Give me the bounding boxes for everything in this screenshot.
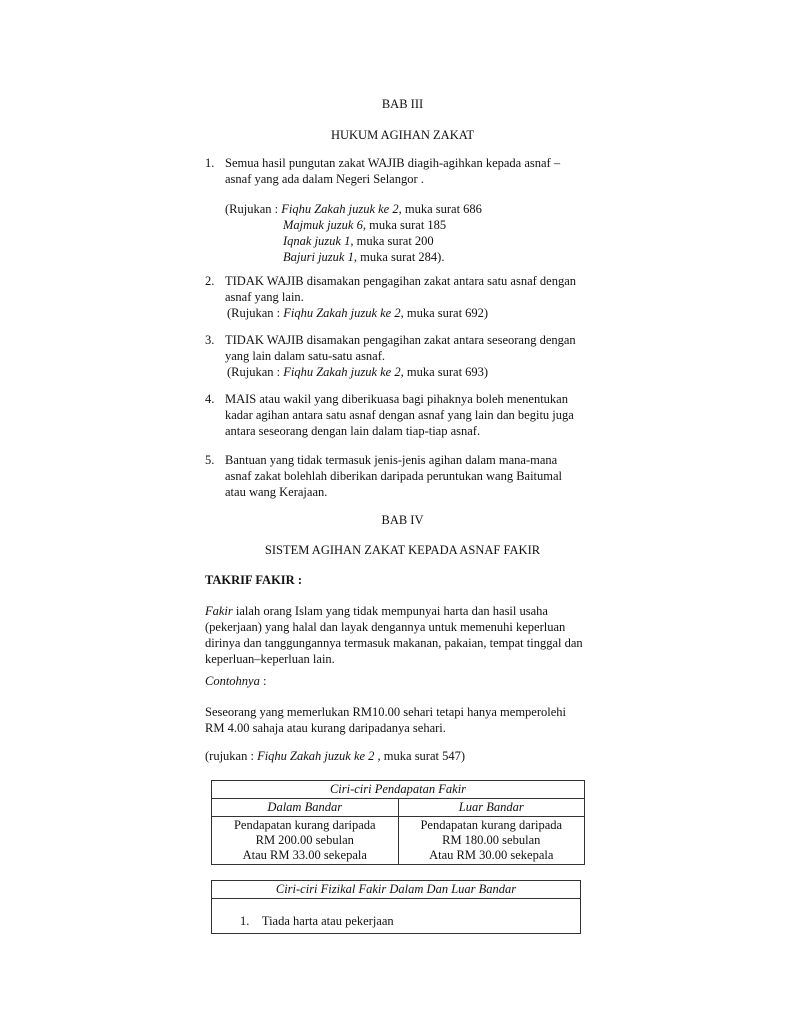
- definition-text: (pekerjaan) yang halal dan layak dengannya untuk memenuhi keperluan: [205, 620, 566, 634]
- list-item-text: Semua hasil pungutan zakat WAJIB diagih-agihkan kepada asnaf –: [225, 156, 561, 170]
- list-item-3: [205, 332, 598, 380]
- reference-prefix: (Rujukan :: [227, 365, 284, 379]
- list-item-text: antara seseorang dengan lain dalam tiap-tiap asnaf.: [225, 424, 481, 438]
- cell-line: Pendapatan kurang daripada: [420, 818, 563, 832]
- section-title-text: TAKRIF FAKIR :: [205, 573, 302, 587]
- reference-page: , muka surat 200: [350, 234, 434, 248]
- list-item-number: 2.: [205, 274, 215, 288]
- list-item-text: TIDAK WAJIB disamakan pengagihan zakat antara satu asnaf dengan: [225, 274, 577, 288]
- reference-block-4: [205, 748, 598, 764]
- cell-line: RM 180.00 sebulan: [442, 833, 541, 847]
- cell-line: RM 200.00 sebulan: [255, 833, 354, 847]
- reference-page: , muka surat 185: [362, 218, 447, 232]
- definition-text: ialah orang Islam yang tidak mempunyai harta dan hasil usaha: [232, 604, 548, 618]
- list-item-1: [205, 155, 598, 187]
- reference-block-1: [205, 201, 598, 265]
- table-header-dalam-bandar: Dalam Bandar: [212, 799, 399, 817]
- reference-book: Fiqhu Zakah juzuk ke 2: [281, 202, 399, 216]
- list-item-number: 1.: [240, 914, 250, 928]
- reference-book: Fiqhu Zakah juzuk ke 2: [283, 306, 401, 320]
- example-text: RM 4.00 sahaja atau kurang daripadanya sehari.: [205, 721, 446, 735]
- example-label: [205, 673, 598, 689]
- definition-text: keperluan–keperluan lain.: [205, 652, 335, 666]
- list-item-text: asnaf yang ada dalam Negeri Selangor .: [225, 172, 424, 186]
- list-item-2: [205, 273, 598, 321]
- list-item-text: TIDAK WAJIB disamakan pengagihan zakat antara seseorang dengan: [225, 333, 576, 347]
- reference-prefix: (Rujukan :: [227, 306, 284, 320]
- definition-text: dirinya dan tanggungannya termasuk makanan, pakaian, tempat tinggal dan: [205, 636, 583, 650]
- example-paragraph: [205, 704, 598, 736]
- table-list-item: [212, 899, 581, 934]
- table-caption: Ciri-ciri Pendapatan Fakir: [212, 781, 585, 799]
- section-title: [205, 572, 598, 588]
- reference-page: , muka surat 686: [398, 202, 482, 216]
- example-label-text: Contohnya: [205, 674, 260, 688]
- reference-prefix: (Rujukan :: [225, 202, 282, 216]
- list-item-text: kadar agihan antara satu asnaf dengan asnaf yang lain dan begitu juga: [225, 408, 574, 422]
- cell-line: Atau RM 33.00 sekepala: [242, 848, 367, 862]
- reference-page: , muka surat 692): [400, 306, 489, 320]
- physical-criteria-table: [211, 880, 581, 934]
- list-item-text: atau wang Kerajaan.: [225, 485, 328, 499]
- chapter-title-bab3: HUKUM AGIHAN ZAKAT: [330, 128, 475, 142]
- definition-term: Fakir: [205, 604, 233, 618]
- list-item-5: [205, 452, 598, 500]
- chapter-heading-bab3: BAB III: [381, 97, 424, 111]
- reference-book: Majmuk juzuk 6: [283, 218, 363, 232]
- list-item-text: asnaf yang lain.: [225, 290, 304, 304]
- cell-line: Pendapatan kurang daripada: [233, 818, 376, 832]
- list-item-text: Bantuan yang tidak termasuk jenis-jenis agihan dalam mana-mana: [225, 453, 558, 467]
- list-item-text: Tiada harta atau pekerjaan: [261, 914, 394, 928]
- reference-page: , muka surat 284).: [353, 250, 445, 264]
- list-item-number: 5.: [205, 453, 215, 467]
- chapter-title-bab4: SISTEM AGIHAN ZAKAT KEPADA ASNAF FAKIR: [264, 543, 541, 557]
- reference-book: Fiqhu Zakah juzuk ke 2: [257, 749, 375, 763]
- reference-page: , muka surat 693): [400, 365, 489, 379]
- reference-book: Iqnak juzuk 1: [283, 234, 351, 248]
- definition-paragraph: [205, 603, 598, 667]
- list-item-text: asnaf zakat bolehlah diberikan daripada peruntukan wang Baitumal: [225, 469, 563, 483]
- chapter-heading-bab4: BAB IV: [381, 513, 424, 527]
- list-item-text: MAIS atau wakil yang diberikuasa bagi pihaknya boleh menentukan: [225, 392, 568, 406]
- income-criteria-table: [211, 780, 585, 865]
- table-cell-dalam-bandar: [212, 817, 399, 865]
- list-item-number: 3.: [205, 333, 215, 347]
- list-item-number: 4.: [205, 392, 215, 406]
- table-cell-luar-bandar: [398, 817, 585, 865]
- table-header-luar-bandar: Luar Bandar: [398, 799, 585, 817]
- example-colon: :: [259, 674, 267, 688]
- cell-line: Atau RM 30.00 sekepala: [429, 848, 554, 862]
- list-item-text: yang lain dalam satu-satu asnaf.: [225, 349, 386, 363]
- list-item-4: [205, 391, 598, 439]
- list-item-number: 1.: [205, 156, 215, 170]
- reference-book: Bajuri juzuk 1: [283, 250, 354, 264]
- reference-book: Fiqhu Zakah juzuk ke 2: [283, 365, 401, 379]
- table-caption: Ciri-ciri Fizikal Fakir Dalam Dan Luar Bandar: [212, 881, 581, 899]
- reference-prefix: (rujukan :: [205, 749, 258, 763]
- example-text: Seseorang yang memerlukan RM10.00 sehari tetapi hanya memperolehi: [205, 705, 567, 719]
- reference-page: , muka surat 547): [374, 749, 466, 763]
